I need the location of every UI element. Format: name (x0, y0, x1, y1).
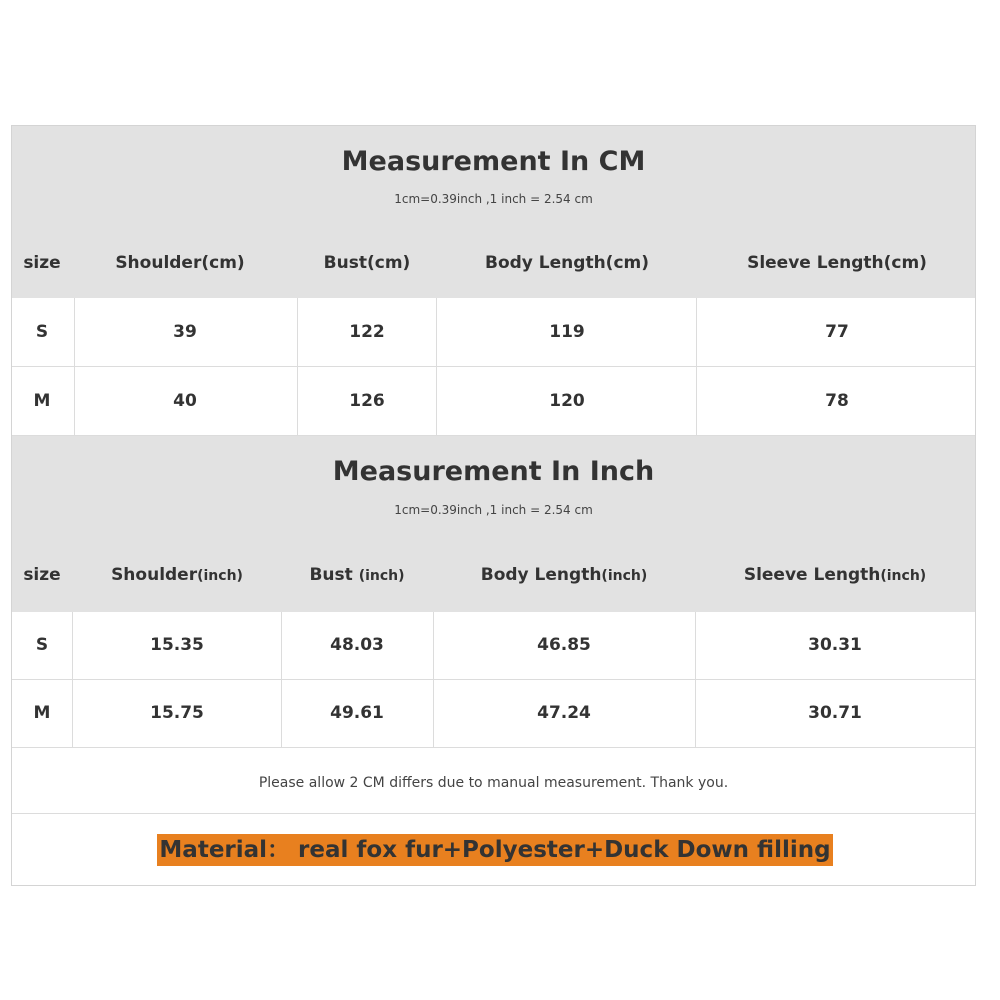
inch-header-size: size (23, 565, 61, 585)
cm-cell-sleeve-length: 78 (825, 391, 849, 411)
inch-conversion-note: 1cm=0.39inch ,1 inch = 2.54 cm (394, 503, 593, 517)
inch-header-shoulder: Shoulder(inch) (111, 565, 243, 585)
inch-header-body-length: Body Length(inch) (480, 565, 648, 585)
inch-cell-bust: 48.03 (330, 635, 384, 655)
cm-row-m (12, 367, 975, 436)
inch-cell-sleeve-length: 30.31 (808, 635, 862, 655)
cm-header-body-length: Body Length(cm) (485, 253, 649, 273)
inch-cell-size: M (33, 703, 51, 723)
cm-header-sleeve-length: Sleeve Length(cm) (747, 253, 927, 273)
inch-section-title: Measurement In Inch (332, 456, 655, 487)
inch-section-header (12, 436, 975, 612)
measurement-disclaimer: Please allow 2 CM differs due to manual measurement. Thank you. (258, 775, 729, 791)
cm-cell-size: M (33, 391, 51, 411)
cm-row-s (12, 298, 975, 367)
inch-cell-size: S (35, 635, 49, 655)
inch-header-sleeve-length: Sleeve Length(inch) (743, 565, 927, 585)
cm-section-header (12, 126, 975, 298)
cm-cell-shoulder: 40 (173, 391, 197, 411)
inch-header-bust: Bust (inch) (309, 565, 405, 585)
inch-cell-bust: 49.61 (330, 703, 384, 723)
cm-cell-shoulder: 39 (173, 322, 197, 342)
cm-header-bust: Bust(cm) (323, 253, 411, 273)
inch-cell-body-length: 46.85 (537, 635, 591, 655)
cm-header-shoulder: Shoulder(cm) (115, 253, 245, 273)
cm-cell-bust: 126 (349, 391, 385, 411)
inch-cell-body-length: 47.24 (537, 703, 591, 723)
inch-cell-sleeve-length: 30.71 (808, 703, 862, 723)
cm-conversion-note: 1cm=0.39inch ,1 inch = 2.54 cm (394, 192, 593, 206)
inch-cell-shoulder: 15.35 (150, 635, 204, 655)
cm-cell-body-length: 120 (549, 391, 585, 411)
material-row (12, 814, 975, 885)
cm-section-title: Measurement In CM (341, 146, 646, 177)
cm-cell-sleeve-length: 77 (825, 322, 849, 342)
size-chart (11, 125, 976, 886)
measurement-disclaimer-row (12, 748, 975, 814)
cm-cell-size: S (35, 322, 49, 342)
cm-cell-body-length: 119 (549, 322, 585, 342)
material-label: Material： real fox fur+Polyester+Duck Down filling (157, 834, 833, 866)
cm-header-size: size (23, 253, 61, 273)
inch-cell-shoulder: 15.75 (150, 703, 204, 723)
inch-row-s (12, 612, 975, 680)
inch-row-m (12, 680, 975, 748)
cm-cell-bust: 122 (349, 322, 385, 342)
